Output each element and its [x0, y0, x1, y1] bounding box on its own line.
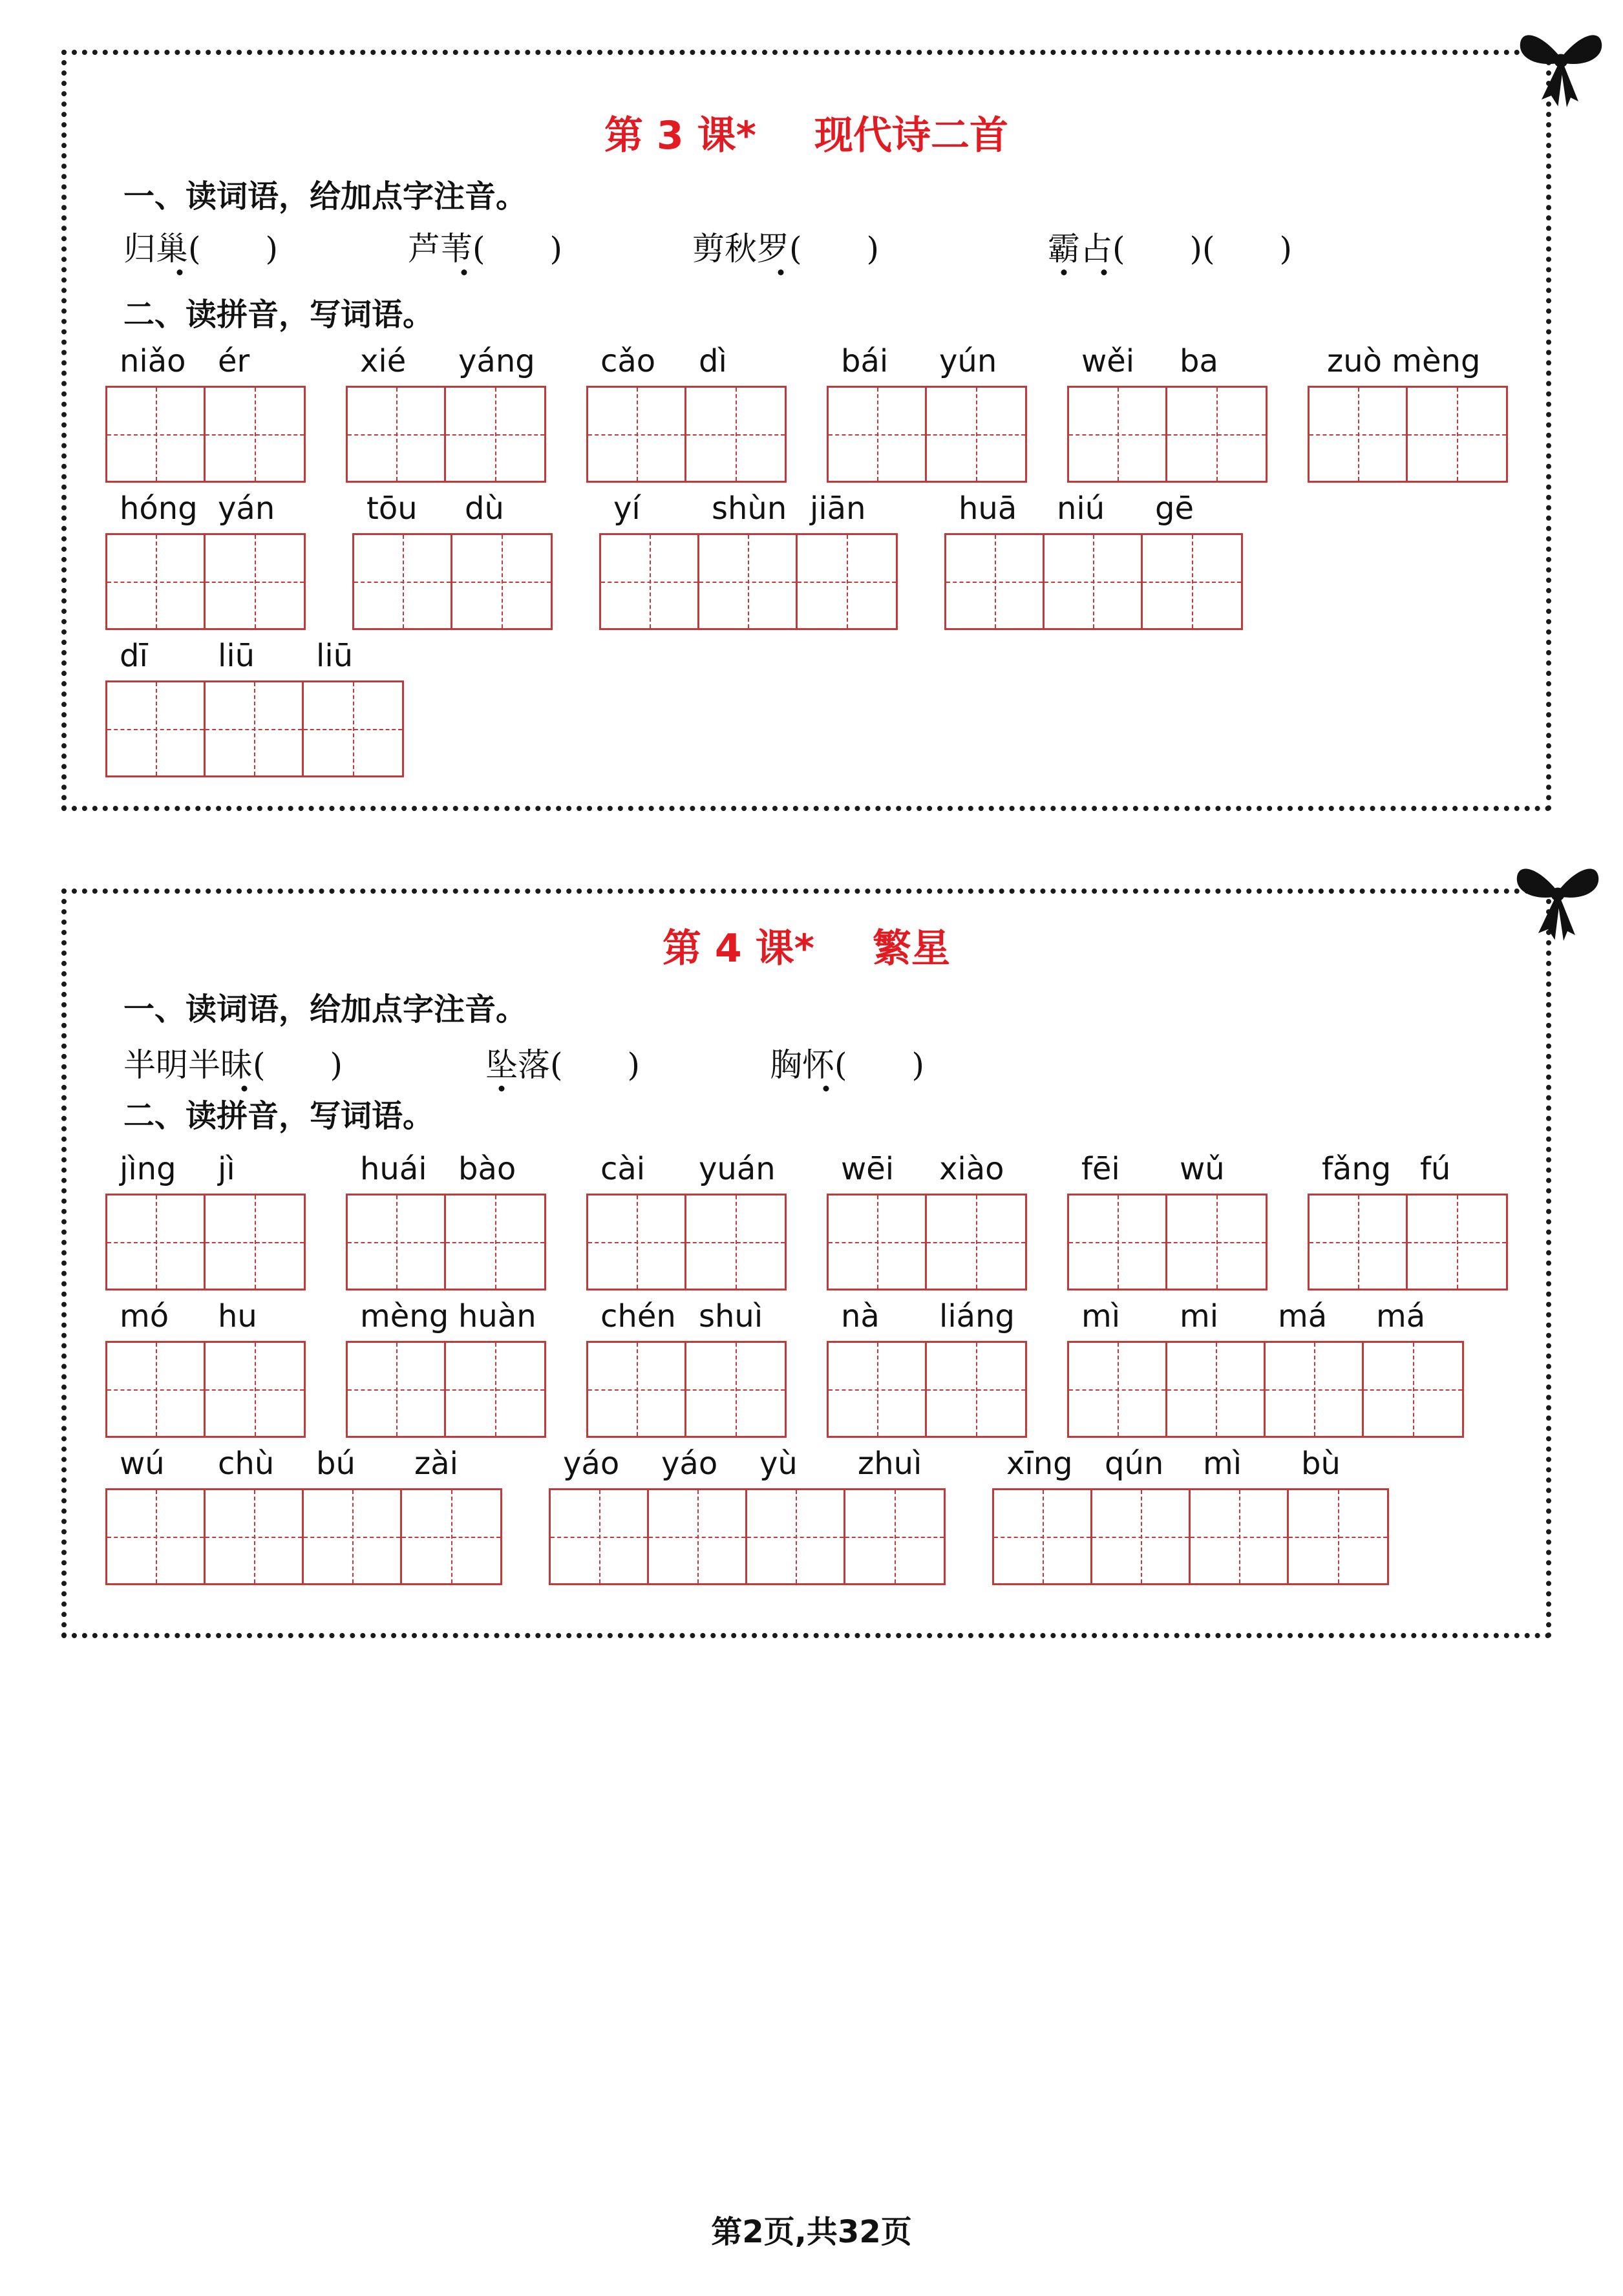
tian-zi-cell[interactable]	[1167, 388, 1266, 481]
pinyin-syllable: huā	[959, 490, 1017, 527]
tian-zi-cell[interactable]	[206, 535, 304, 628]
writing-grid[interactable]	[827, 1341, 1027, 1438]
pinyin-syllable: jiān	[810, 490, 866, 527]
pinyin-syllable: wú	[120, 1446, 165, 1482]
pinyin-syllable: cǎo	[600, 343, 656, 379]
pinyin-syllable: mì	[1081, 1298, 1121, 1334]
pinyin-syllable: chù	[218, 1446, 275, 1482]
tian-zi-cell[interactable]	[1310, 1195, 1408, 1289]
pinyin-syllable: mèng	[360, 1298, 449, 1334]
tian-zi-cell[interactable]	[946, 535, 1045, 628]
pinyin-syllable: má	[1278, 1298, 1328, 1334]
tian-zi-cell[interactable]	[206, 388, 304, 481]
pinyin-syllable: niǎo	[120, 343, 186, 379]
writing-grid[interactable]	[1308, 1194, 1508, 1290]
pinyin-syllable: yuán	[699, 1151, 776, 1187]
writing-grid[interactable]	[1067, 1194, 1268, 1290]
writing-grid[interactable]	[105, 1194, 306, 1290]
pinyin-syllable: yán	[218, 490, 275, 527]
word-lu-wei: 芦苇( )	[408, 233, 562, 265]
writing-grid[interactable]	[105, 1488, 502, 1585]
pinyin-syllable: xīng	[1006, 1446, 1073, 1482]
pinyin-syllable: qún	[1105, 1446, 1164, 1482]
tian-zi-cell[interactable]	[686, 388, 785, 481]
lesson-4-title	[67, 926, 1546, 971]
tian-zi-cell[interactable]	[1069, 1195, 1167, 1289]
pinyin-syllable: jìng	[120, 1151, 176, 1187]
pinyin-syllable: hu	[218, 1298, 257, 1334]
writing-grid[interactable]	[105, 1341, 306, 1438]
tian-zi-cell[interactable]	[1167, 1343, 1266, 1436]
pinyin-syllable: yù	[759, 1446, 798, 1482]
tian-zi-cell[interactable]	[304, 682, 402, 775]
lesson-4-section-1: 一、读词语，给加点字注音。	[123, 991, 527, 1027]
tian-zi-cell[interactable]	[829, 1195, 927, 1289]
pinyin-syllable: huái	[360, 1151, 427, 1187]
lesson-3-title	[67, 113, 1546, 158]
pinyin-syllable: zhuì	[858, 1446, 922, 1482]
lesson-3-section-1: 一、读词语，给加点字注音。	[123, 178, 527, 215]
tian-zi-cell[interactable]	[649, 1490, 747, 1583]
pinyin-syllable: mì	[1203, 1446, 1242, 1482]
tian-zi-cell[interactable]	[452, 535, 551, 628]
pinyin-syllable: mi	[1180, 1298, 1219, 1334]
bow-icon	[1509, 848, 1606, 945]
pinyin-syllable: bú	[316, 1446, 355, 1482]
tian-zi-cell[interactable]	[551, 1490, 649, 1583]
pinyin-syllable: nà	[841, 1298, 880, 1334]
pinyin-syllable: jì	[218, 1151, 235, 1187]
word-ban-ming-ban-mei: 半明半昧( )	[123, 1049, 343, 1081]
lesson-4-panel	[61, 889, 1551, 1638]
tian-zi-cell[interactable]	[1408, 388, 1506, 481]
word-ba-zhan: 霸占( )( )	[1048, 233, 1292, 265]
tian-zi-cell[interactable]	[1092, 1490, 1191, 1583]
writing-grid[interactable]	[944, 533, 1243, 630]
tian-zi-cell[interactable]	[1069, 388, 1167, 481]
tian-zi-cell[interactable]	[601, 535, 699, 628]
tian-zi-cell[interactable]	[588, 1343, 686, 1436]
writing-grid[interactable]	[1308, 386, 1508, 483]
writing-grid[interactable]	[586, 1341, 787, 1438]
tian-zi-cell[interactable]	[1167, 1195, 1266, 1289]
pinyin-syllable: dù	[465, 490, 504, 527]
pinyin-syllable: fú	[1420, 1151, 1451, 1187]
tian-zi-cell[interactable]	[1045, 535, 1143, 628]
lesson-4-section-2: 二、读拼音，写词语。	[123, 1098, 434, 1134]
tian-zi-cell[interactable]	[686, 1343, 785, 1436]
tian-zi-cell[interactable]	[206, 682, 304, 775]
pinyin-syllable: zài	[414, 1446, 458, 1482]
tian-zi-cell[interactable]	[304, 1490, 402, 1583]
tian-zi-cell[interactable]	[994, 1490, 1092, 1583]
pinyin-syllable: mó	[120, 1298, 169, 1334]
tian-zi-cell[interactable]	[446, 388, 544, 481]
pinyin-syllable: niú	[1057, 490, 1105, 527]
pinyin-syllable: dī	[120, 638, 148, 674]
writing-grid[interactable]	[346, 1341, 546, 1438]
tian-zi-cell[interactable]	[348, 1343, 446, 1436]
pinyin-syllable: fēi	[1081, 1151, 1120, 1187]
tian-zi-cell[interactable]	[107, 1490, 206, 1583]
page-footer: 第2页,共32页	[711, 2214, 912, 2250]
tian-zi-cell[interactable]	[1310, 388, 1408, 481]
tian-zi-cell[interactable]	[402, 1490, 500, 1583]
tian-zi-cell[interactable]	[829, 388, 927, 481]
tian-zi-cell[interactable]	[107, 1343, 206, 1436]
pinyin-syllable: wǔ	[1180, 1151, 1225, 1187]
writing-grid[interactable]	[352, 533, 553, 630]
tian-zi-cell[interactable]	[1191, 1490, 1289, 1583]
pinyin-syllable: bái	[841, 343, 889, 379]
writing-grid[interactable]	[105, 386, 306, 483]
word-xiong-huai: 胸怀( )	[770, 1049, 924, 1081]
tian-zi-cell[interactable]	[446, 1343, 544, 1436]
tian-zi-cell[interactable]	[107, 388, 206, 481]
tian-zi-cell[interactable]	[354, 535, 452, 628]
pinyin-syllable: hóng	[120, 490, 198, 527]
tian-zi-cell[interactable]	[107, 535, 206, 628]
lesson-4-name: 繁星	[872, 926, 950, 971]
tian-zi-cell[interactable]	[206, 1490, 304, 1583]
pinyin-syllable: liū	[218, 638, 255, 674]
bow-icon	[1512, 14, 1609, 111]
writing-grid[interactable]	[1067, 386, 1268, 483]
tian-zi-cell[interactable]	[829, 1343, 927, 1436]
tian-zi-cell[interactable]	[927, 1343, 1025, 1436]
tian-zi-cell[interactable]	[1408, 1195, 1506, 1289]
tian-zi-cell[interactable]	[1364, 1343, 1462, 1436]
pinyin-syllable: shùn	[712, 490, 787, 527]
writing-grid[interactable]	[105, 680, 404, 777]
tian-zi-cell[interactable]	[927, 1195, 1025, 1289]
pinyin-syllable: zuò mèng	[1327, 343, 1481, 379]
word-jian-qiu-luo: 剪秋罗( )	[692, 233, 879, 265]
pinyin-syllable: xié	[360, 343, 407, 379]
tian-zi-cell[interactable]	[206, 1195, 304, 1289]
writing-grid[interactable]	[346, 1194, 546, 1290]
lesson-4-number: 第 4 课*	[663, 926, 814, 971]
pinyin-syllable: xiào	[939, 1151, 1004, 1187]
lesson-3-panel	[61, 50, 1551, 811]
pinyin-syllable: wēi	[841, 1151, 895, 1187]
tian-zi-cell[interactable]	[747, 1490, 845, 1583]
pinyin-syllable: liū	[316, 638, 354, 674]
pinyin-syllable: yí	[613, 490, 641, 527]
writing-grid[interactable]	[549, 1488, 946, 1585]
pinyin-syllable: bào	[458, 1151, 516, 1187]
tian-zi-cell[interactable]	[845, 1490, 944, 1583]
tian-zi-cell[interactable]	[348, 388, 446, 481]
pinyin-syllable: liáng	[939, 1298, 1015, 1334]
tian-zi-cell[interactable]	[686, 1195, 785, 1289]
pinyin-syllable: yáo	[661, 1446, 718, 1482]
pinyin-syllable: dì	[699, 343, 727, 379]
tian-zi-cell[interactable]	[798, 535, 896, 628]
tian-zi-cell[interactable]	[348, 1195, 446, 1289]
lesson-3-number: 第 3 课*	[604, 113, 756, 158]
pinyin-syllable: yáng	[458, 343, 535, 379]
tian-zi-cell[interactable]	[927, 388, 1025, 481]
writing-grid[interactable]	[105, 533, 306, 630]
pinyin-syllable: fǎng	[1322, 1151, 1392, 1187]
word-zhui-luo: 坠落( )	[485, 1049, 640, 1081]
pinyin-syllable: tōu	[366, 490, 418, 527]
tian-zi-cell[interactable]	[699, 535, 798, 628]
tian-zi-cell[interactable]	[107, 682, 206, 775]
writing-grid[interactable]	[827, 1194, 1027, 1290]
tian-zi-cell[interactable]	[588, 388, 686, 481]
pinyin-syllable: wěi	[1081, 343, 1135, 379]
pinyin-syllable: shuì	[699, 1298, 763, 1334]
tian-zi-cell[interactable]	[1266, 1343, 1364, 1436]
pinyin-syllable: ér	[218, 343, 250, 379]
tian-zi-cell[interactable]	[1143, 535, 1241, 628]
tian-zi-cell[interactable]	[206, 1343, 304, 1436]
tian-zi-cell[interactable]	[588, 1195, 686, 1289]
pinyin-syllable: gē	[1155, 490, 1194, 527]
tian-zi-cell[interactable]	[1289, 1490, 1387, 1583]
tian-zi-cell[interactable]	[1069, 1343, 1167, 1436]
writing-grid[interactable]	[599, 533, 898, 630]
pinyin-syllable: cài	[600, 1151, 646, 1187]
writing-grid[interactable]	[992, 1488, 1389, 1585]
pinyin-syllable: huàn	[458, 1298, 536, 1334]
tian-zi-cell[interactable]	[446, 1195, 544, 1289]
pinyin-syllable: yáo	[563, 1446, 620, 1482]
pinyin-syllable: chén	[600, 1298, 676, 1334]
writing-grid[interactable]	[827, 386, 1027, 483]
word-gui-chao: 归巢( )	[123, 233, 278, 265]
tian-zi-cell[interactable]	[107, 1195, 206, 1289]
lesson-3-section-2: 二、读拼音，写词语。	[123, 297, 434, 333]
writing-grid[interactable]	[586, 1194, 787, 1290]
pinyin-syllable: ba	[1180, 343, 1218, 379]
writing-grid[interactable]	[346, 386, 546, 483]
writing-grid[interactable]	[586, 386, 787, 483]
pinyin-syllable: bù	[1301, 1446, 1341, 1482]
pinyin-syllable: yún	[939, 343, 997, 379]
lesson-3-name: 现代诗二首	[814, 113, 1008, 158]
writing-grid[interactable]	[1067, 1341, 1464, 1438]
pinyin-syllable: má	[1376, 1298, 1426, 1334]
